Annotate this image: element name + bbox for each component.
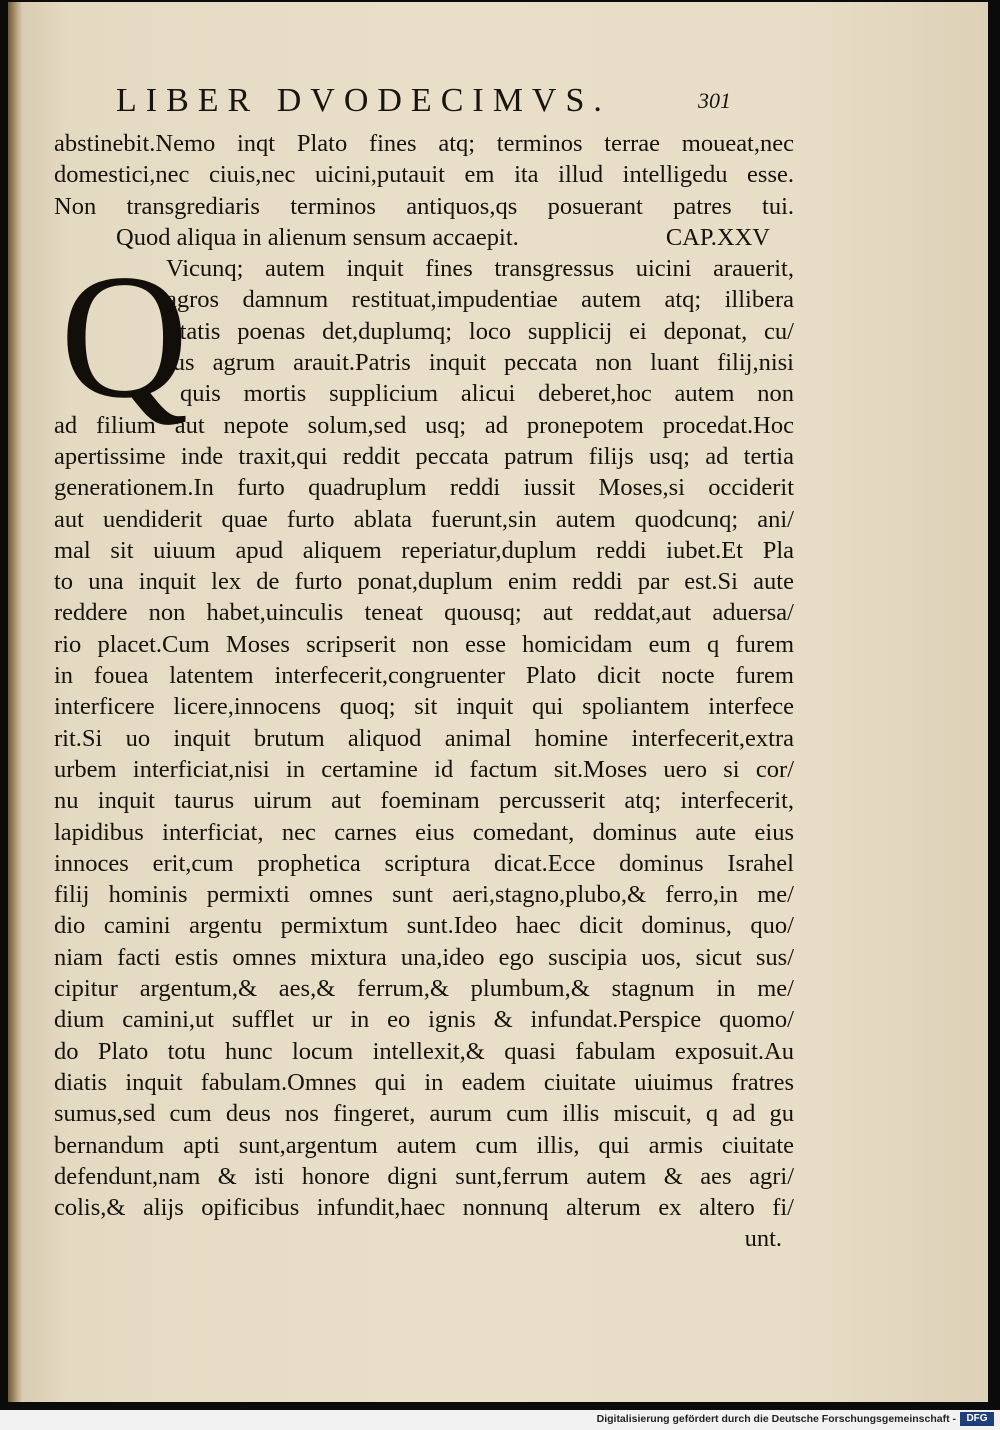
book-page <box>8 2 988 1402</box>
text-line: reddere non habet,uinculis teneat quousq; aut reddat,aut aduersa/ <box>54 599 794 627</box>
text-line: in fouea latentem interfecerit,congruenter Plato dicit nocte furem <box>54 662 794 690</box>
chapter-heading: Quod aliqua in alienum sensum accaepit. <box>116 223 519 251</box>
text-line: urbem interficiat,nisi in certamine id factum sit.Moses uero si cor/ <box>54 755 794 783</box>
text-line: dium camini,ut sufflet ur in eo ignis & infundat.Perspice quomo/ <box>54 1006 794 1034</box>
running-head: LIBER DVODECIMVS. <box>116 82 611 119</box>
text-line: sumus,sed cum deus nos fingeret, aurum cum illis miscuit, q ad gu <box>54 1100 794 1128</box>
text-line: mal sit uiuum apud aliquem reperiatur,duplum reddi iubet.Et Pla <box>54 536 794 564</box>
text-line: generationem.In furto quadruplum reddi iussit Moses,si occiderit <box>54 474 794 502</box>
text-line: filij hominis permixti omnes sunt aeri,stagno,plubo,& ferro,in me/ <box>54 881 794 909</box>
catchword-row <box>54 1223 794 1254</box>
text-line: nu inquit taurus uirum aut foeminam percusserit atq; interfecerit, <box>54 787 794 815</box>
text-line: colis,& alijs opificibus infundit,haec nonnunq alterum ex altero fi/ <box>54 1194 794 1222</box>
chapter-number: CAP.XXV <box>665 223 770 251</box>
text-line: litatis poenas det,duplumq; loco supplicij ei deponat, cu/ <box>166 317 794 345</box>
text-line: abstinebit.Nemo inqt Plato fines atq; terminos terrae moueat,nec <box>54 130 794 157</box>
text-line: do Plato totu hunc locum intellexit,& quasi fabulam exposuit.Au <box>54 1037 794 1065</box>
dfg-logo: DFG <box>960 1412 994 1426</box>
text-line: apertissime inde traxit,qui reddit peccata patrum filijs usq; ad tertia <box>54 442 794 470</box>
text-line: Non transgrediaris terminos antiquos,qs posuerant patres tui. <box>54 192 794 220</box>
text-line: Vicunq; autem inquit fines transgressus uicini arauerit, <box>166 255 794 283</box>
funding-credit: Digitalisierung gefördert durch die Deutsche Forschungsgemeinschaft - <box>596 1413 956 1425</box>
text-line: lapidibus interficiat, nec carnes eius comedant, dominus aute eius <box>54 818 794 846</box>
text-line: rio placet.Cum Moses scripserit non esse homicidam eum q furem <box>54 630 794 658</box>
text-line: ius agrum arauit.Patris inquit peccata non luant filij,nisi <box>166 349 794 377</box>
dropcap-letter: Q <box>60 237 189 436</box>
text-line: to una inquit lex de furto ponat,duplum enim reddi par est.Si aute <box>54 568 794 596</box>
text-line: domestici,nec ciuis,nec uicini,putauit em ita illud intelligedu esse. <box>54 161 794 189</box>
text-line: rit.Si uo inquit brutum aliquod animal homine interfecerit,extra <box>54 724 794 752</box>
text-line: aut uendiderit quae furto ablata fuerunt,sin autem quodcunq; ani/ <box>54 505 794 533</box>
text-line: bernandum apti sunt,argentum autem cum illis, qui armis ciuitate <box>54 1131 794 1159</box>
catchword: unt. <box>744 1225 782 1253</box>
text-line: quis mortis supplicium alicui deberet,hoc autem non <box>180 380 794 408</box>
text-line: agros damnum restituat,impudentiae autem atq; illibera <box>166 286 794 314</box>
text-line: innoces erit,cum prophetica scriptura dicat.Ecce dominus Israhel <box>54 849 794 877</box>
text-line: defendunt,nam & isti honore digni sunt,ferrum autem & aes agri/ <box>54 1162 794 1190</box>
body-text <box>54 128 794 1255</box>
text-line: dio camini argentu permixtum sunt.Ideo haec dicit dominus, quo/ <box>54 912 794 940</box>
text-line: ad filium aut nepote solum,sed usq; ad pronepotem procedat.Hoc <box>54 411 794 439</box>
folio-number: 301 <box>698 88 731 113</box>
text-line: cipitur argentum,& aes,& ferrum,& plumbum,& stagnum in me/ <box>54 975 794 1003</box>
text-line: diatis inquit fabulam.Omnes qui in eadem ciuitate uiuimus fratres <box>54 1068 794 1096</box>
text-line: interficere licere,innocens quoq; sit inquit qui spoliantem interfece <box>54 693 794 721</box>
text-line: niam facti estis omnes mixtura una,ideo ego suscipia uos, sicut sus/ <box>54 943 794 971</box>
digitization-footer <box>0 1410 1000 1430</box>
